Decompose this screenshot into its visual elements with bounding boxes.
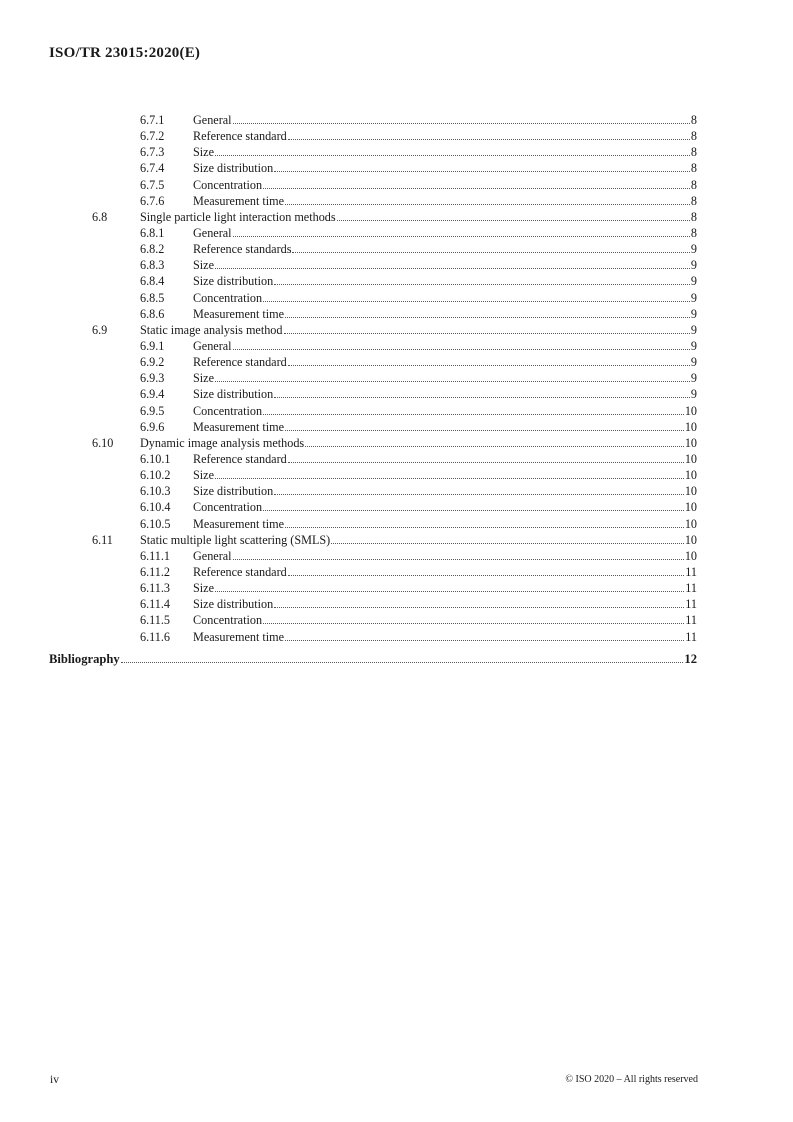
- toc-entry[interactable]: [0, 322, 793, 338]
- toc-leader-dots: [215, 380, 690, 382]
- toc-entry[interactable]: [0, 209, 793, 225]
- toc-entry[interactable]: [0, 403, 793, 419]
- toc-entry-number: 6.9.6: [140, 419, 165, 434]
- toc-entry-number: 6.11.2: [140, 564, 171, 579]
- toc-entry-title: General: [193, 548, 232, 563]
- toc-leader-dots: [263, 622, 684, 624]
- toc-entry-line: [193, 483, 697, 499]
- toc-leader-dots: [331, 542, 684, 544]
- toc-entry-page: 10: [684, 500, 697, 515]
- toc-entry-title: General: [193, 225, 232, 240]
- document-id-header: ISO/TR 23015:2020(E): [49, 45, 201, 61]
- toc-leader-dots: [288, 364, 690, 366]
- toc-entry-line: [193, 467, 697, 483]
- toc-entry-number: 6.9.2: [140, 355, 165, 370]
- toc-entry-title: Size distribution: [193, 274, 274, 289]
- toc-entry-line: [193, 580, 697, 596]
- toc-entry-line: [193, 144, 697, 160]
- toc-entry-title: Concentration: [193, 177, 263, 192]
- toc-entry-line: [193, 499, 697, 515]
- toc-leader-dots: [288, 574, 685, 576]
- toc-leader-dots: [215, 477, 684, 479]
- toc-entry[interactable]: [0, 612, 793, 628]
- toc-leader-dots: [215, 154, 690, 156]
- toc-entry-number: 6.9.3: [140, 371, 165, 386]
- toc-entry-line: [140, 209, 697, 225]
- toc-entry[interactable]: [0, 144, 793, 160]
- toc-entry-page: 10: [684, 484, 697, 499]
- toc-entry[interactable]: [0, 419, 793, 435]
- toc-entry-line: [193, 386, 697, 402]
- toc-entry-page: 11: [685, 629, 697, 644]
- toc-entry-page: 8: [690, 145, 697, 160]
- toc-entry-page: 9: [690, 387, 697, 402]
- table-of-contents: [0, 112, 793, 645]
- toc-entry[interactable]: [0, 499, 793, 515]
- toc-entry-title: Measurement time: [193, 193, 285, 208]
- toc-entry-line: [193, 516, 697, 532]
- toc-entry-page: 10: [684, 548, 697, 563]
- toc-entry-title: Static multiple light scattering (SMLS): [140, 532, 331, 547]
- toc-entry-number: 6.7.1: [140, 113, 165, 127]
- toc-entry-number: 6.8.3: [140, 258, 165, 273]
- toc-entry-page: 8: [690, 177, 697, 192]
- toc-entry-page: 9: [690, 338, 697, 353]
- toc-entry-number: 6.11.3: [140, 581, 171, 596]
- toc-entry-number: 6.9.5: [140, 403, 165, 418]
- toc-entry-line: [193, 241, 697, 257]
- toc-entry-page: 9: [690, 322, 697, 337]
- toc-entry[interactable]: [0, 370, 793, 386]
- toc-entry-title: General: [193, 113, 232, 127]
- toc-entry-number: 6.11.4: [140, 597, 171, 612]
- toc-entry-page: 10: [684, 516, 697, 531]
- toc-leader-dots: [233, 235, 690, 237]
- toc-entry-number: 6.10.4: [140, 500, 171, 515]
- toc-entry-title: Reference standard: [193, 564, 287, 579]
- toc-leader-dots: [121, 661, 684, 663]
- toc-entry-number: 6.9: [92, 322, 108, 337]
- toc-entry-title: Measurement time: [193, 516, 285, 531]
- toc-entry[interactable]: [0, 532, 793, 548]
- toc-entry-title: Size: [193, 145, 214, 160]
- toc-entry-title: Size distribution: [193, 484, 274, 499]
- toc-leader-dots: [215, 267, 690, 269]
- toc-entry-number: 6.10.5: [140, 516, 171, 531]
- toc-entry-line: [140, 532, 697, 548]
- toc-entry-number: 6.8.4: [140, 274, 165, 289]
- toc-entry[interactable]: [0, 225, 793, 241]
- toc-leader-dots: [233, 348, 690, 350]
- toc-entry-page: 9: [690, 274, 697, 289]
- toc-leader-dots: [274, 170, 690, 172]
- toc-entry[interactable]: [0, 306, 793, 322]
- toc-entry-page: 12: [684, 652, 697, 666]
- toc-entry-number: 6.8.1: [140, 225, 165, 240]
- toc-entry-number: 6.7.5: [140, 177, 165, 192]
- toc-entry[interactable]: [0, 273, 793, 289]
- toc-leader-dots: [305, 445, 684, 447]
- toc-leader-dots: [288, 138, 690, 140]
- toc-entry-title: Size: [193, 468, 214, 483]
- toc-entry-number: 6.7.4: [140, 161, 165, 176]
- toc-entry-title: Concentration: [193, 290, 263, 305]
- toc-entry-title: Size: [193, 581, 214, 596]
- toc-entry-number: 6.9.4: [140, 387, 165, 402]
- toc-entry-line: [193, 354, 697, 370]
- toc-entry-number: 6.8: [92, 209, 108, 224]
- toc-leader-dots: [284, 332, 690, 334]
- page-number: iv: [50, 1074, 59, 1086]
- toc-entry-title: Concentration: [193, 500, 263, 515]
- toc-entry-line: [193, 548, 697, 564]
- toc-entry-line: [193, 629, 697, 645]
- toc-leader-dots: [263, 509, 684, 511]
- toc-entry-title: Measurement time: [193, 629, 285, 644]
- toc-entry[interactable]: [0, 177, 793, 193]
- toc-entry-line: [193, 257, 697, 273]
- toc-entry-title: Reference standard: [193, 129, 287, 144]
- toc-leader-dots: [285, 316, 690, 318]
- toc-entry-line: [193, 306, 697, 322]
- toc-entry-page: 9: [690, 290, 697, 305]
- toc-entry-line: [193, 177, 697, 193]
- toc-entry-page: 10: [684, 419, 697, 434]
- toc-entry[interactable]: [0, 193, 793, 209]
- toc-entry-line: [193, 128, 697, 144]
- toc-entry-title: Size distribution: [193, 387, 274, 402]
- toc-entry-line: [193, 160, 697, 176]
- toc-entry-number: 6.11.6: [140, 629, 171, 644]
- toc-entry-line: [193, 338, 697, 354]
- toc-entry-number: 6.7.3: [140, 145, 165, 160]
- toc-entry-number: 6.8.6: [140, 306, 165, 321]
- toc-entry-title: Single particle light interaction methods: [140, 209, 336, 224]
- toc-entry-line: [193, 596, 697, 612]
- toc-entry[interactable]: [0, 467, 793, 483]
- toc-entry-title: General: [193, 338, 232, 353]
- toc-entry-page: 10: [684, 435, 697, 450]
- toc-entry-page: 10: [684, 451, 697, 466]
- toc-entry[interactable]: [0, 338, 793, 354]
- toc-entry-page: 11: [685, 581, 697, 596]
- toc-entry-number: 6.9.1: [140, 338, 165, 353]
- toc-entry-page: 10: [684, 532, 697, 547]
- toc-entry[interactable]: [0, 241, 793, 257]
- toc-entry-number: 6.8.2: [140, 242, 165, 257]
- toc-entry-title: Size distribution: [193, 161, 274, 176]
- toc-leader-dots: [233, 122, 690, 124]
- toc-entry-title: Reference standard: [193, 355, 287, 370]
- toc-entry[interactable]: [0, 160, 793, 176]
- toc-entry-title: Concentration: [193, 403, 263, 418]
- toc-entry[interactable]: [0, 435, 793, 451]
- toc-entry-page: 11: [685, 597, 697, 612]
- toc-leader-dots: [263, 413, 684, 415]
- toc-entry-line: [193, 564, 697, 580]
- toc-leader-dots: [288, 461, 684, 463]
- toc-entry-line: [193, 451, 697, 467]
- toc-entry-line: [193, 112, 697, 128]
- toc-leader-dots: [285, 429, 684, 431]
- toc-leader-dots: [285, 203, 690, 205]
- toc-leader-dots: [233, 558, 684, 560]
- toc-leader-dots: [215, 590, 684, 592]
- toc-entry-title: Dynamic image analysis methods: [140, 435, 305, 450]
- toc-entry-line: [193, 225, 697, 241]
- toc-entry[interactable]: [0, 564, 793, 580]
- toc-entry[interactable]: [0, 629, 793, 645]
- toc-entry-page: 9: [690, 258, 697, 273]
- toc-leader-dots: [274, 493, 684, 495]
- toc-entry[interactable]: [0, 516, 793, 532]
- toc-entry-line: [193, 273, 697, 289]
- toc-entry-title: Size distribution: [193, 597, 274, 612]
- toc-entry-title: Concentration: [193, 613, 263, 628]
- toc-entry-line: [193, 419, 697, 435]
- toc-entry[interactable]: [0, 483, 793, 499]
- toc-entry-page: 9: [690, 355, 697, 370]
- toc-entry-page: 9: [690, 242, 697, 257]
- toc-entry-page: 10: [684, 403, 697, 418]
- toc-leader-dots: [263, 300, 690, 302]
- toc-leader-dots: [292, 251, 689, 253]
- toc-entry-number: 6.7.2: [140, 129, 165, 144]
- toc-entry-number: 6.10.3: [140, 484, 171, 499]
- toc-entry-page: 11: [685, 564, 697, 579]
- toc-entry-title: Measurement time: [193, 306, 285, 321]
- toc-entry[interactable]: [0, 548, 793, 564]
- toc-entry-line: [193, 403, 697, 419]
- toc-entry-title: Bibliography: [49, 652, 120, 666]
- toc-entry[interactable]: [0, 112, 793, 128]
- toc-entry-page: 9: [690, 306, 697, 321]
- toc-entry-page: 8: [690, 209, 697, 224]
- toc-leader-dots: [274, 283, 690, 285]
- toc-entry-title: Size: [193, 258, 214, 273]
- toc-entry-number: 6.10.1: [140, 451, 171, 466]
- toc-entry-page: 8: [690, 113, 697, 127]
- toc-entry-number: 6.11.5: [140, 613, 171, 628]
- toc-entry-bibliography[interactable]: [49, 652, 697, 667]
- toc-entry-line: [140, 435, 697, 451]
- toc-entry-line: [140, 322, 697, 338]
- toc-leader-dots: [285, 639, 684, 641]
- toc-entry-number: 6.11.1: [140, 548, 171, 563]
- toc-leader-dots: [274, 396, 690, 398]
- toc-entry-title: Static image analysis method: [140, 322, 283, 337]
- toc-leader-dots: [285, 526, 684, 528]
- toc-leader-dots: [337, 219, 690, 221]
- toc-entry-number: 6.10: [92, 435, 114, 450]
- toc-entry[interactable]: [0, 596, 793, 612]
- toc-entry-number: 6.10.2: [140, 468, 171, 483]
- toc-entry-line: [193, 193, 697, 209]
- toc-entry-number: 6.8.5: [140, 290, 165, 305]
- toc-entry-page: 8: [690, 225, 697, 240]
- toc-entry-line: [193, 290, 697, 306]
- toc-entry-line: [193, 612, 697, 628]
- toc-entry-title: Reference standard: [193, 451, 287, 466]
- toc-entry[interactable]: [0, 257, 793, 273]
- toc-entry[interactable]: [0, 354, 793, 370]
- toc-entry-title: Size: [193, 371, 214, 386]
- toc-entry-page: 10: [684, 468, 697, 483]
- toc-entry-page: 9: [690, 371, 697, 386]
- toc-entry-page: 8: [690, 193, 697, 208]
- toc-entry-page: 8: [690, 129, 697, 144]
- toc-entry-title: Reference standards: [193, 242, 292, 257]
- toc-entry-title: Measurement time: [193, 419, 285, 434]
- toc-entry[interactable]: [0, 580, 793, 596]
- toc-entry[interactable]: [0, 451, 793, 467]
- toc-entry-number: 6.11: [92, 532, 113, 547]
- toc-entry-line: [193, 370, 697, 386]
- toc-entry-page: 8: [690, 161, 697, 176]
- copyright-notice: © ISO 2020 – All rights reserved: [565, 1074, 698, 1085]
- toc-entry[interactable]: [0, 386, 793, 402]
- toc-leader-dots: [274, 606, 684, 608]
- toc-entry-page: 11: [685, 613, 697, 628]
- toc-entry[interactable]: [0, 290, 793, 306]
- toc-leader-dots: [263, 187, 690, 189]
- toc-entry[interactable]: [0, 128, 793, 144]
- toc-entry-number: 6.7.6: [140, 193, 165, 208]
